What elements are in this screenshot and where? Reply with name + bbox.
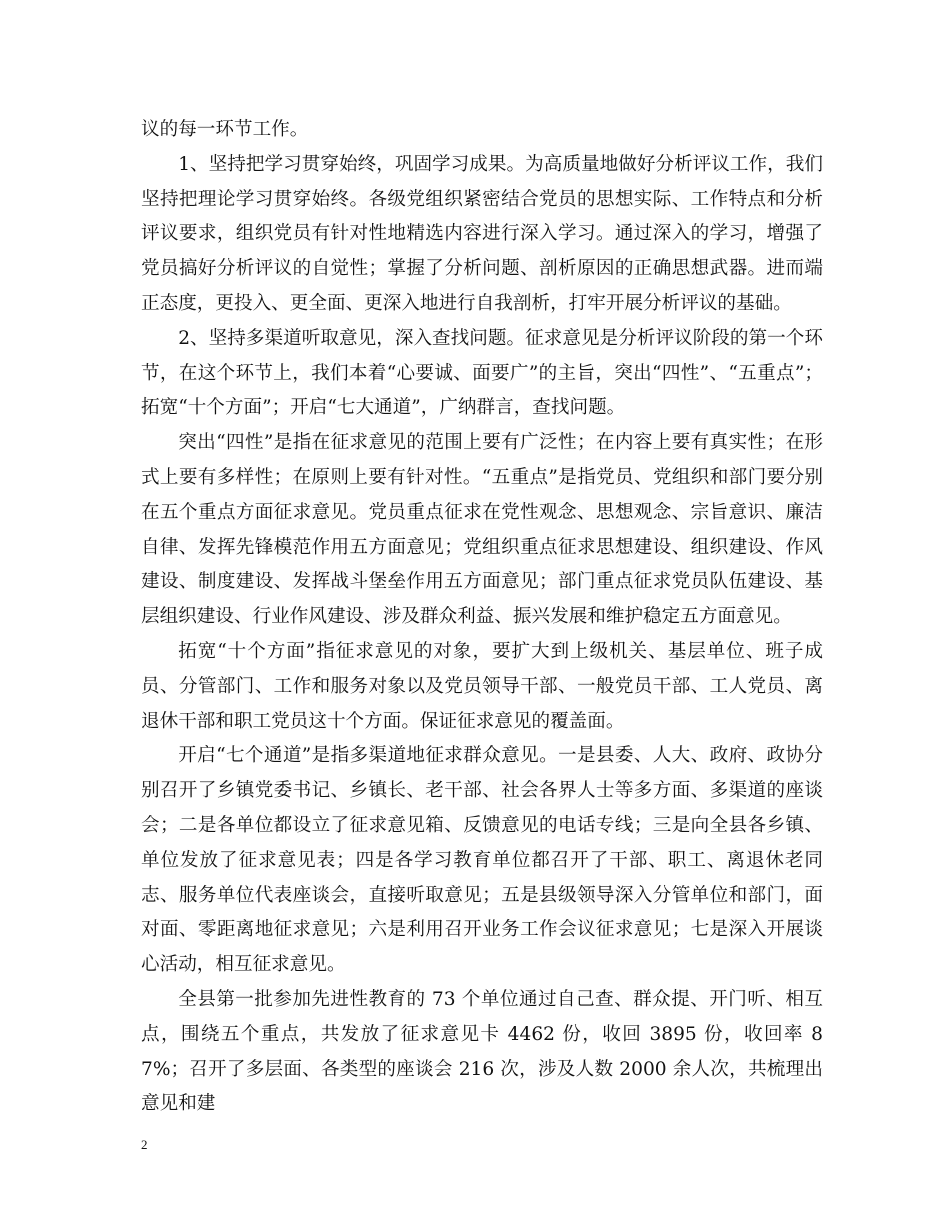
paragraph-study-throughout: 1、坚持把学习贯穿始终，巩固学习成果。为高质量地做好分析评议工作，我们坚持把理论学习贯穿始终。各级党组织紧密结合党员的思想实际、工作特点和分析评议要求，组织党员有针对性地精选内容进行深入学习。通过深入的学习，增强了党员搞好分析评议的自觉性；掌握了分析问题、剖析原因的正确思想武器。进而端正态度，更投入、更全面、更深入地进行自我剖析，打牢开展分析评议的基础。: [141, 153, 823, 314]
paragraph-seven-channels: 开启“七个通道”是指多渠道地征求群众意见。一是县委、人大、政府、政协分别召开了乡镇党委书记、乡镇长、老干部、社会各界人士等多方面、多渠道的座谈会；二是各单位都设立了征求意见箱、反馈意见的电话专线；三是向全县各乡镇、单位发放了征求意见表；四是各学习教育单位都召开了干部、职工、离退休老同志、服务单位代表座谈会，直接听取意见；五是县级领导深入分管单位和部门，面对面、零距离地征求意见；六是利用召开业务工作会议征求意见；七是深入开展谈心活动，相互征求意见。: [141, 745, 823, 976]
paragraph-four-nature-five-focus: 突出“四性”是指在征求意见的范围上要有广泛性；在内容上要有真实性；在形式上要有多样性；在原则上要有针对性。“五重点”是指党员、党组织和部门要分别在五个重点方面征求意见。党员重点征求在党性观念、思想观念、宗旨意识、廉洁自律、发挥先锋模范作用五方面意见；党组织重点征求思想建设、组织建设、作风建设、制度建设、发挥战斗堡垒作用五方面意见；部门重点征求党员队伍建设、基层组织建设、行业作风建设、涉及群众利益、振兴发展和维护稳定五方面意见。: [141, 432, 823, 628]
paragraph-county-statistics: 全县第一批参加先进性教育的 73 个单位通过自己查、群众提、开门听、相互点，围绕五个重点，共发放了征求意见卡 4462 份，收回 3895 份，收回率 87%；召开了多层面、各类型的座谈会 216 次，涉及人数 2000 余人次，共梳理出意见和建: [141, 988, 823, 1115]
page-number: 2: [141, 1137, 148, 1152]
document-body: [141, 113, 823, 1122]
paragraph-multi-channel-opinions: 2、坚持多渠道听取意见，深入查找问题。征求意见是分析评议阶段的第一个环节，在这个环节上，我们本着“心要诚、面要广”的主旨，突出“四性”、“五重点”；拓宽“十个方面”；开启“七大通道”，广纳群言，查找问题。: [141, 327, 823, 419]
paragraph-ten-aspects: 拓宽“十个方面”指征求意见的对象，要扩大到上级机关、基层单位、班子成员、分管部门、工作和服务对象以及党员领导干部、一般党员干部、工人党员、离退休干部和职工党员这十个方面。保证征求意见的覆盖面。: [141, 640, 823, 732]
paragraph-continuation: 议的每一环节工作。: [141, 119, 309, 140]
